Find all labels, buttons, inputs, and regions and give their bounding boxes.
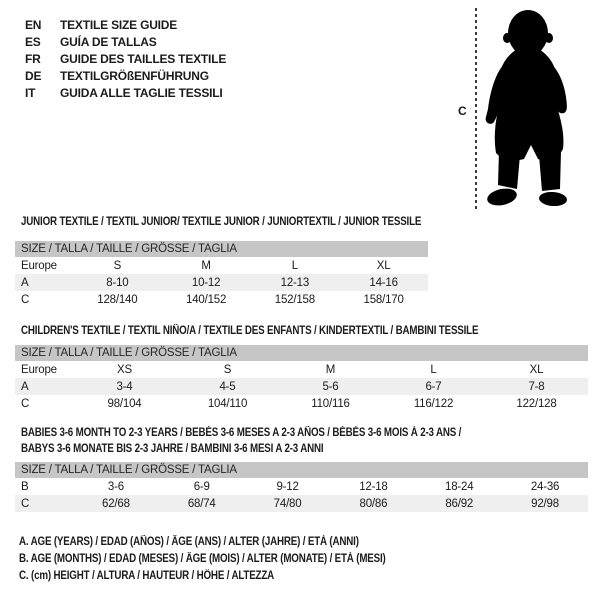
size-cell: M	[201, 259, 211, 272]
height-cell: 80/86	[359, 497, 388, 510]
age-cell: 10-12	[191, 276, 221, 289]
lang-row-es	[25, 33, 226, 50]
babies-section-title	[21, 425, 461, 457]
size-cell: XL	[529, 363, 544, 376]
footnote-c: C. (cm) HEIGHT / ALTURA / HAUTEUR / HÖHE / ALTEZZA	[19, 570, 275, 582]
lang-text: GUIDE DES TAILLES TEXTILE	[60, 51, 227, 66]
footnote-b: B. AGE (MONTHS) / EDAD (MESES) / ÂGE (MOIS) / ALTER (MONATE) / ETÀ (MESI)	[19, 553, 386, 565]
children-size-table	[15, 345, 588, 412]
lang-text: GUÍA DE TALLAS	[60, 34, 157, 49]
age-cell: 7-8	[528, 380, 545, 393]
age-cell: 3-4	[116, 380, 133, 393]
size-cell: S	[223, 363, 232, 376]
age-cell: 6-9	[193, 480, 210, 493]
table-row-age	[15, 378, 588, 395]
age-cell: 3-6	[107, 480, 124, 493]
height-cell: 104/110	[207, 397, 248, 410]
size-header-bar: SIZE / TALLA / TAILLE / GRÖSSE / TAGLIA	[15, 241, 428, 257]
height-dotted-line	[475, 8, 477, 210]
height-cell: 98/104	[107, 397, 142, 410]
height-cell: 110/116	[311, 397, 350, 410]
age-cell: 9-12	[276, 480, 299, 493]
size-header-bar: SIZE / TALLA / TAILLE / GRÖSSE / TAGLIA	[15, 462, 588, 478]
babies-size-table	[15, 462, 588, 512]
height-cell: 86/92	[445, 497, 474, 510]
size-cell: S	[113, 259, 122, 272]
babies-title-line1: BABIES 3-6 MONTH TO 2-3 YEARS / BEBÉS 3-6 MESES A 2-3 AÑOS / BÉBÉS 3-6 MOIS À 2-3 ANS /	[21, 427, 462, 439]
lang-text: TEXTILE SIZE GUIDE	[60, 17, 178, 32]
row-label: C	[21, 397, 30, 410]
size-cell: XL	[376, 259, 391, 272]
height-cell: 158/170	[363, 293, 404, 306]
table-row-europe	[15, 257, 428, 274]
size-cell: M	[325, 363, 336, 376]
row-label: Europe	[21, 259, 57, 272]
age-cell: 12-13	[280, 276, 310, 289]
age-cell: 6-7	[425, 380, 442, 393]
age-cell: 4-5	[219, 380, 236, 393]
height-cell: 116/122	[413, 397, 454, 410]
lang-row-fr	[25, 50, 226, 67]
language-list	[25, 16, 226, 101]
row-label: A	[21, 276, 29, 289]
lang-code: DE	[25, 68, 42, 83]
size-cell: XS	[117, 363, 132, 376]
lang-code: ES	[25, 34, 41, 49]
age-cell: 5-6	[322, 380, 339, 393]
lang-code: EN	[25, 17, 42, 32]
table-row-age-months	[15, 478, 588, 495]
table-row-height	[15, 495, 588, 512]
height-cell: 128/140	[97, 293, 138, 306]
age-cell: 18-24	[445, 480, 474, 493]
height-cell: 140/152	[186, 293, 227, 306]
lang-text: TEXTILGRÖßENFÜHRUNG	[60, 68, 209, 83]
height-cell: 62/68	[102, 497, 130, 510]
size-cell: L	[430, 363, 437, 376]
table-row-height	[15, 395, 588, 412]
baby-silhouette	[484, 5, 596, 211]
junior-size-table	[15, 241, 428, 308]
lang-code: IT	[25, 85, 36, 100]
height-cell: 74/80	[273, 497, 302, 510]
age-cell: 24-36	[530, 480, 560, 493]
junior-section-title: JUNIOR TEXTILE / TEXTIL JUNIOR/ TEXTILE JUNIOR / JUNIORTEXTIL / JUNIOR TESSILE	[21, 216, 422, 228]
lang-code: FR	[25, 51, 41, 66]
lang-row-de	[25, 67, 226, 84]
table-row-age	[15, 274, 428, 291]
age-cell: 12-18	[359, 480, 388, 493]
height-cell: 68/74	[187, 497, 216, 510]
age-cell: 8-10	[106, 276, 129, 289]
row-label: B	[21, 480, 29, 493]
height-cell: 152/158	[274, 293, 315, 306]
table-row-europe	[15, 361, 588, 378]
height-cell: 122/128	[516, 397, 557, 410]
height-cell: 92/98	[531, 497, 559, 510]
size-header-bar: SIZE / TALLA / TAILLE / GRÖSSE / TAGLIA	[15, 345, 588, 361]
row-label: C	[21, 497, 30, 510]
age-cell: 14-16	[369, 276, 398, 289]
size-cell: L	[291, 259, 298, 272]
row-label: C	[21, 293, 30, 306]
height-measure-label: C	[458, 104, 467, 118]
lang-row-it	[25, 84, 226, 101]
babies-title-line2: BABYS 3-6 MONATE BIS 2-3 JAHRE / BAMBINI 3-6 MESI A 2-3 ANNI	[21, 443, 324, 455]
row-label: A	[21, 380, 29, 393]
footnotes	[19, 534, 450, 585]
lang-row-en	[25, 16, 226, 33]
lang-text: GUIDA ALLE TAGLIE TESSILI	[60, 85, 223, 100]
table-row-height	[15, 291, 428, 308]
children-section-title: CHILDREN'S TEXTILE / TEXTIL NIÑO/A / TEXTILE DES ENFANTS / KINDERTEXTIL / BAMBINI TESSILE	[21, 325, 479, 337]
row-label: Europe	[21, 363, 57, 376]
footnote-a: A. AGE (YEARS) / EDAD (AÑOS) / ÂGE (ANS) / ALTER (JAHRE) / ETÀ (ANNI)	[19, 536, 359, 548]
